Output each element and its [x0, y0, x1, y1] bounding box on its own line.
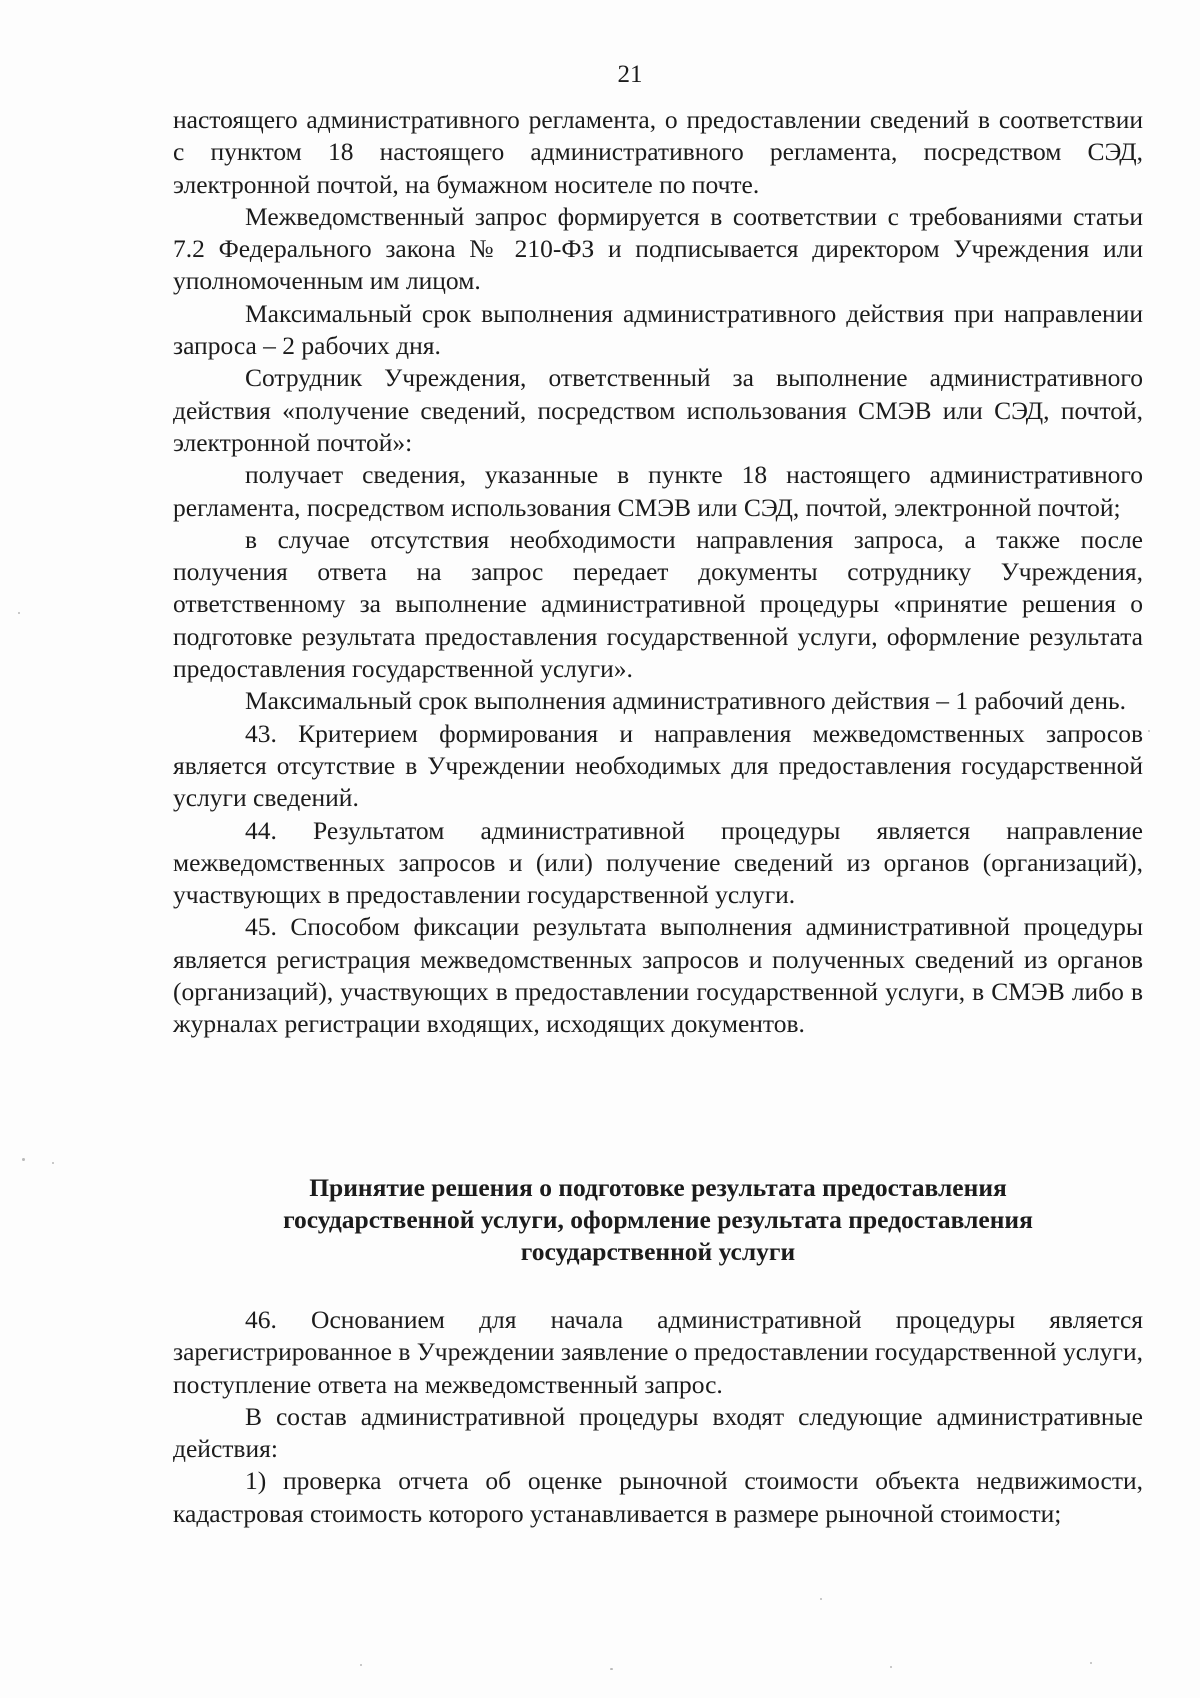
body-text-top — [173, 104, 1143, 1041]
paragraph: Сотрудник Учреждения, ответственный за выполнение административного действия «получение сведений, посредством использования СМЭВ или СЭД, почтой, электронной почтой»: — [173, 363, 1143, 457]
paragraph: Максимальный срок выполнения административного действия – 1 рабочий день. — [245, 686, 1127, 716]
section-heading-line: Принятие решения о подготовке результата предоставления — [309, 1173, 1007, 1202]
scan-speck — [820, 1598, 822, 1600]
paragraph-list-item: 1) проверка отчета об оценке рыночной стоимости объекта недвижимости, кадастровая стоимость которого устанавливается в размере рыночной стоимости; — [173, 1466, 1143, 1528]
scan-speck — [1148, 730, 1150, 732]
paragraph-item-44: 44. Результатом административной процедуры является направление межведомственных запросов и (или) получение сведений из органов (организаций), участвующих в предоставлении государственной услуги. — [173, 815, 1143, 910]
paragraph: В состав административной процедуры входят следующие административные действия: — [173, 1401, 1143, 1464]
scan-speck — [18, 612, 20, 614]
scan-speck — [610, 1668, 613, 1670]
paragraph-item-43: 43. Критерием формирования и направления межведомственных запросов является отсутствие в Учреждении необходимых для предоставления государственной услуги сведений. — [173, 718, 1143, 813]
paragraph: Максимальный срок выполнения административного действия при направлении запроса – 2 рабочих дня. — [173, 298, 1143, 361]
paragraph: Межведомственный запрос формируется в соответствии с требованиями статьи 7.2 Федерального закона № 210-ФЗ и подписывается директором Учреждения или уполномоченным им лицом. — [173, 201, 1143, 296]
paragraph-item-45: 45. Способом фиксации результата выполнения административной процедуры является регистрация межведомственных запросов и полученных сведений из органов (организаций), участвующих в предоставлении государственной услуги, в СМЭВ либо в журналах регистрации входящих, исходящих документов. — [173, 912, 1143, 1039]
section-heading — [173, 1172, 1143, 1268]
section-heading-line: государственной услуги — [520, 1237, 796, 1266]
body-text-bottom — [173, 1304, 1143, 1530]
paragraph: в случае отсутствия необходимости направления запроса, а также после получения ответа на запрос передает документы сотруднику Учреждения, ответственному за выполнение административной процедуры «принятие решения о подготовке результата предоставления государственной услуги, оформление результата предоставления государственной услуги». — [173, 524, 1143, 684]
scan-speck — [1090, 1662, 1092, 1664]
scan-speck — [52, 1162, 54, 1164]
paragraph: настоящего административного регламента, о предоставлении сведений в соответствии с пунктом 18 настоящего административного регламента, посредством СЭД, электронной почтой, на бумажном носителе по почте. — [173, 105, 1143, 199]
section-heading-line: государственной услуги, оформление результата предоставления — [283, 1205, 1033, 1234]
paragraph-item-46: 46. Основанием для начала административной процедуры является зарегистрированное в Учреждении заявление о предоставлении государственной услуги, поступление ответа на межведомственный запрос. — [173, 1305, 1143, 1399]
page-number: 21 — [617, 61, 643, 88]
scan-speck — [890, 1666, 892, 1668]
scan-speck — [22, 1158, 25, 1161]
paragraph: получает сведения, указанные в пункте 18 настоящего административного регламента, посредством использования СМЭВ или СЭД, почтой, электронной почтой; — [173, 460, 1143, 522]
scan-speck — [360, 1664, 362, 1666]
